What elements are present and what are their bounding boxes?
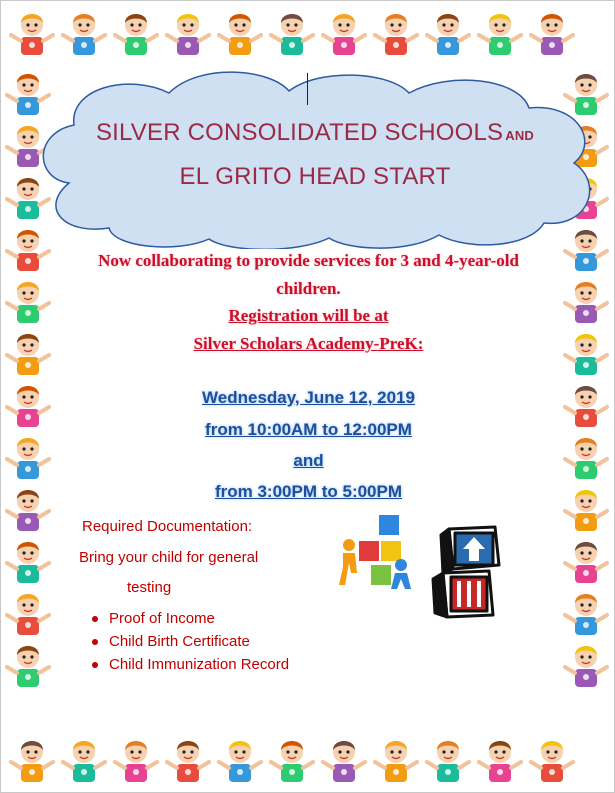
announcement-line-3: Registration will be at (228, 306, 389, 325)
title-and: AND (505, 128, 535, 143)
child-figure-icon (113, 7, 159, 59)
text-cursor (307, 73, 308, 105)
child-figure-icon (165, 734, 211, 786)
child-figure-icon (563, 535, 609, 587)
event-joiner: and (293, 451, 324, 470)
cloud-icon (29, 63, 601, 249)
child-figure-icon (9, 734, 55, 786)
child-figure-icon (5, 587, 51, 639)
child-figure-icon (9, 7, 55, 59)
announcement-line-2: children. (276, 279, 341, 298)
list-item: Proof of Income (87, 609, 289, 632)
list-item: Child Birth Certificate (87, 632, 289, 655)
alphabet-blocks-icon (429, 525, 503, 619)
child-figure-icon (321, 7, 367, 59)
child-figure-icon (425, 734, 471, 786)
child-figure-icon (477, 7, 523, 59)
child-figure-icon (373, 734, 419, 786)
child-figure-icon (113, 734, 159, 786)
requirements-line-2: testing (127, 579, 172, 596)
title-cloud (29, 63, 601, 249)
child-figure-icon (477, 734, 523, 786)
child-figure-icon (269, 734, 315, 786)
child-figure-icon (269, 7, 315, 59)
announcement-line-4: Silver Scholars Academy-PreK: (193, 334, 424, 353)
child-figure-icon (217, 734, 263, 786)
child-figure-icon (217, 7, 263, 59)
title-line-1 (29, 119, 601, 147)
child-figure-icon (373, 7, 419, 59)
child-figure-icon (563, 639, 609, 691)
child-figure-icon (563, 587, 609, 639)
requirements-line-1: Bring your child for general (79, 549, 259, 566)
child-figure-icon (165, 7, 211, 59)
child-figure-icon (61, 7, 107, 59)
child-figure-icon (321, 734, 367, 786)
announcement-line-1: Now collaborating to provide services for 3 and 4-year-old (98, 251, 519, 270)
kids-building-blocks-icon (337, 515, 423, 591)
child-figure-icon (61, 734, 107, 786)
child-figure-icon (5, 535, 51, 587)
child-figure-icon (5, 639, 51, 691)
requirements-heading: Required Documentation: (82, 518, 253, 535)
event-date: Wednesday, June 12, 2019 (202, 388, 415, 407)
event-time-2: from 3:00PM to 5:00PM (214, 482, 403, 501)
child-figure-icon (529, 734, 575, 786)
title-line-2: EL GRITO HEAD START (179, 163, 451, 190)
event-time-1: from 10:00AM to 12:00PM (205, 420, 412, 439)
child-figure-icon (529, 7, 575, 59)
documents-list (87, 609, 289, 678)
child-figure-icon (425, 7, 471, 59)
list-item: Child Immunization Record (87, 655, 289, 678)
title-line-1-main: SILVER CONSOLIDATED SCHOOLS (95, 119, 504, 146)
